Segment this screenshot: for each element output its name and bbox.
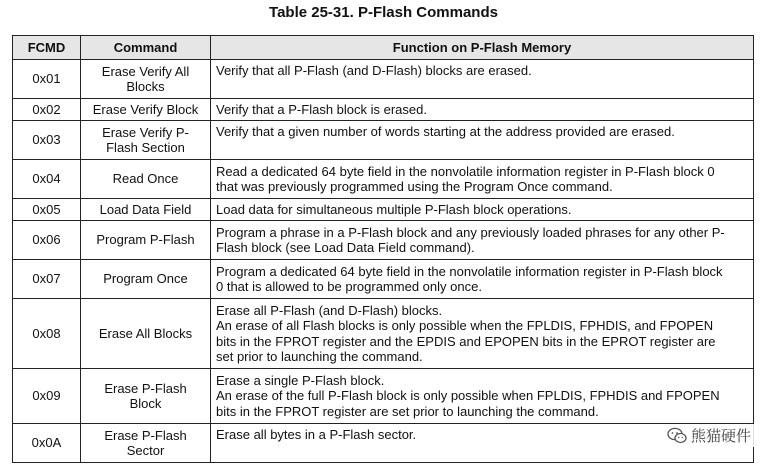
- command-cell: [81, 99, 211, 121]
- function-text: Erase all bytes in a P-Flash sector.: [216, 427, 417, 442]
- command-cell: [81, 199, 211, 221]
- command-text: Blocks: [126, 79, 165, 94]
- function-cell: [211, 199, 754, 221]
- function-cell: [211, 60, 754, 99]
- function-cell: [211, 299, 754, 369]
- table-row: [13, 260, 754, 299]
- command-text: Flash Section: [106, 140, 185, 155]
- function-text: Verify that all P-Flash (and D-Flash) blocks are erased.: [216, 63, 532, 78]
- command-text: Block: [129, 396, 162, 411]
- command-cell: [81, 260, 211, 299]
- function-cell: [211, 160, 754, 199]
- function-text: Program a dedicated 64 byte field in the nonvolatile information register in P-Flash block: [216, 263, 723, 279]
- table-row: [13, 60, 754, 99]
- header-function: Function on P-Flash Memory: [211, 36, 754, 60]
- function-text: Load data for simultaneous multiple P-Flash block operations.: [216, 201, 572, 217]
- command-text: Erase Verify P-: [102, 124, 189, 140]
- function-cell: [211, 99, 754, 121]
- function-cell: [211, 121, 754, 160]
- command-cell: [81, 299, 211, 369]
- function-text: bits in the FPROT register and the EPDIS and EPOPEN bits in the EPROT register are: [216, 333, 716, 349]
- command-text: Sector: [126, 443, 165, 458]
- table-header-row: [13, 36, 754, 60]
- table-title: Table 25-31. P-Flash Commands: [269, 4, 498, 21]
- function-text: An erase of all Flash blocks is only possible when the FPLDIS, FPHDIS, and FPOPEN: [216, 318, 714, 333]
- table-row: [13, 221, 754, 260]
- command-text: Program P-Flash: [96, 232, 195, 248]
- table-row: [13, 369, 754, 424]
- fcmd-cell: 0x06: [13, 221, 81, 260]
- function-text: An erase of the full P-Flash block is only possible when FPLDIS, FPHDIS and FPOPEN: [216, 388, 720, 404]
- table-row: [13, 299, 754, 369]
- function-cell: [211, 221, 754, 260]
- function-text: set prior to launching the command.: [216, 349, 423, 364]
- fcmd-cell: 0x01: [13, 60, 81, 99]
- watermark-text: 熊猫硬件: [690, 428, 751, 445]
- function-cell: [211, 369, 754, 424]
- table-row: [13, 99, 754, 121]
- header-command: Command: [81, 36, 211, 60]
- command-text: Load Data Field: [99, 201, 192, 217]
- table-row: [13, 121, 754, 160]
- command-text: Erase All Blocks: [98, 325, 193, 341]
- function-text: bits in the FPROT register are set prior to launching the command.: [216, 403, 599, 419]
- fcmd-cell: 0x09: [13, 369, 81, 424]
- command-cell: [81, 221, 211, 260]
- fcmd-cell: 0x07: [13, 260, 81, 299]
- fcmd-cell: 0x03: [13, 121, 81, 160]
- command-text: Erase P-Flash: [104, 380, 187, 396]
- table-row: [13, 199, 754, 221]
- function-text: Verify that a given number of words starting at the address provided are erased.: [216, 124, 675, 139]
- command-text: Erase P-Flash: [104, 427, 187, 443]
- function-text: Verify that a P-Flash block is erased.: [216, 101, 427, 117]
- command-cell: [81, 121, 211, 160]
- command-cell: [81, 60, 211, 99]
- command-text: Program Once: [103, 271, 188, 287]
- fcmd-cell: 0x04: [13, 160, 81, 199]
- fcmd-cell: 0x08: [13, 299, 81, 369]
- function-text: that was previously programmed using the Program Once command.: [216, 179, 613, 194]
- function-text: Read a dedicated 64 byte field in the nonvolatile information register in P-Flash block 0: [216, 163, 715, 179]
- header-fcmd: FCMD: [13, 36, 81, 60]
- wechat-icon: [667, 427, 687, 444]
- table-row: [13, 160, 754, 199]
- function-text: Flash block (see Load Data Field command).: [216, 240, 475, 255]
- fcmd-cell: 0x0A: [13, 424, 81, 463]
- function-cell: [211, 260, 754, 299]
- command-text: Read Once: [112, 171, 179, 187]
- command-text: Erase Verify All: [101, 63, 190, 79]
- p-flash-commands-table: [12, 35, 754, 463]
- command-cell: [81, 160, 211, 199]
- command-cell: [81, 424, 211, 463]
- table-row: [13, 424, 754, 463]
- function-text: Erase a single P-Flash block.: [216, 372, 385, 388]
- fcmd-cell: 0x02: [13, 99, 81, 121]
- command-cell: [81, 369, 211, 424]
- fcmd-cell: 0x05: [13, 199, 81, 221]
- command-text: Erase Verify Block: [92, 101, 199, 117]
- function-text: Program a phrase in a P-Flash block and any previously loaded phrases for any other P-: [216, 224, 725, 240]
- function-text: Erase all P-Flash (and D-Flash) blocks.: [216, 302, 443, 318]
- function-text: 0 that is allowed to be programmed only once.: [216, 279, 482, 294]
- watermark: [663, 424, 755, 447]
